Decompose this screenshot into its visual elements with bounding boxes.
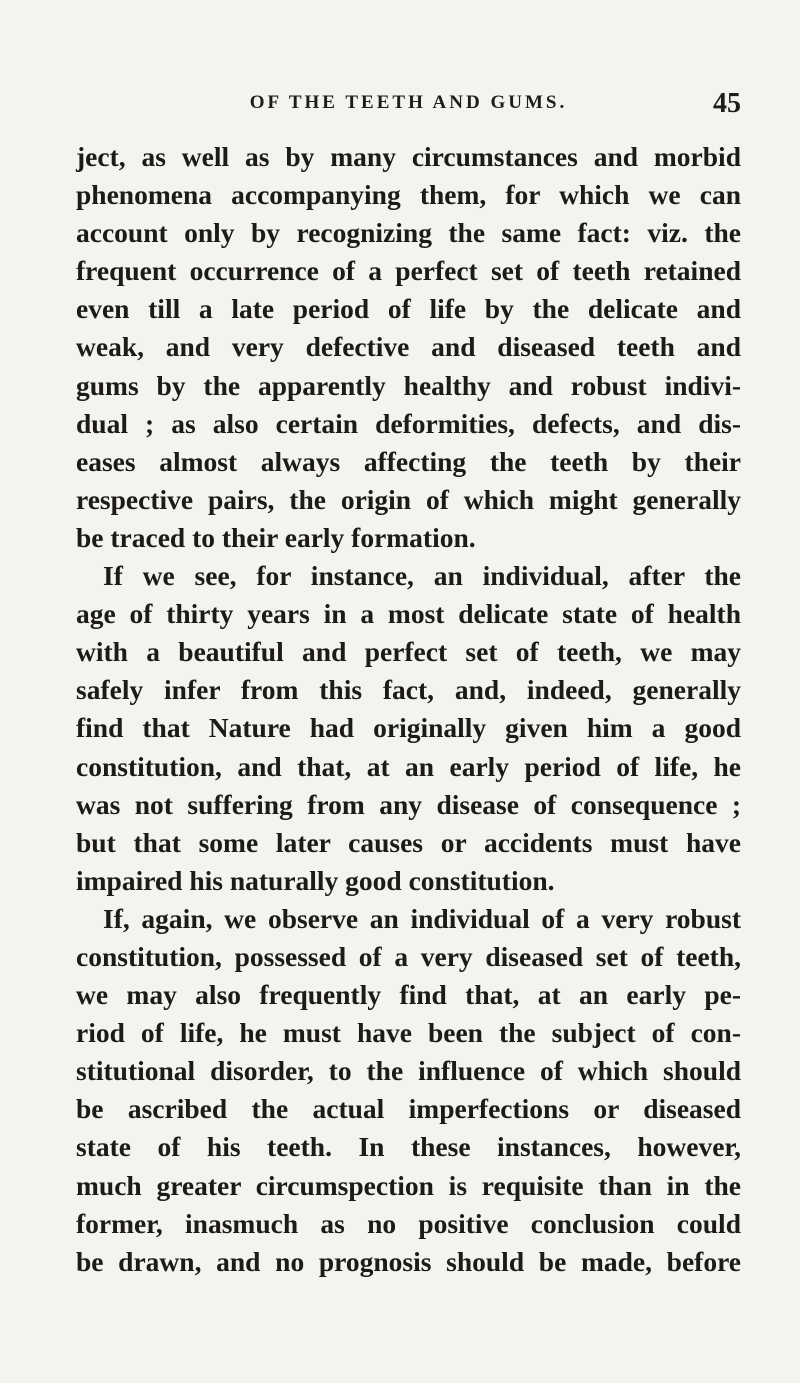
text-line: find that Nature had originally given him a good: [76, 712, 741, 744]
text-line: weak, and very defective and diseased teeth and: [76, 331, 741, 363]
text-line: If we see, for instance, an individual, after the: [103, 560, 741, 592]
text-line: constitution, possessed of a very diseased set of teeth,: [76, 940, 741, 972]
running-head: [76, 88, 741, 122]
text-line: much greater circumspection is requisite than in the: [76, 1169, 741, 1201]
text-line: riod of life, he must have been the subject of con-: [76, 1017, 741, 1049]
text-line: ject, as well as by many circumstances and morbid: [76, 141, 741, 172]
text-line: dual ; as also certain deformities, defects, and dis-: [76, 407, 741, 439]
text-line: impaired his naturally good constitution.: [76, 864, 555, 896]
text-line: frequent occurrence of a perfect set of teeth retained: [76, 255, 741, 287]
text-line: respective pairs, the origin of which might generally: [76, 483, 741, 515]
text-line: we may also frequently find that, at an early pe-: [76, 979, 741, 1011]
page-number: 45: [713, 88, 741, 119]
text-line: former, inasmuch as no positive conclusion could: [76, 1207, 741, 1239]
text-line: If, again, we observe an individual of a very robust: [103, 902, 741, 934]
text-line: was not suffering from any disease of consequence ;: [76, 788, 741, 820]
text-line: gums by the apparently healthy and robust indivi-: [76, 369, 741, 401]
text-line: with a beautiful and perfect set of teeth, we may: [76, 636, 741, 668]
text-line: be drawn, and no prognosis should be made, before: [76, 1245, 741, 1277]
text-line: safely infer from this fact, and, indeed, generally: [76, 674, 741, 706]
text-line: stitutional disorder, to the influence of which should: [76, 1055, 741, 1087]
text-line: state of his teeth. In these instances, however,: [76, 1131, 741, 1163]
text-line: constitution, and that, at an early period of life, he: [76, 750, 741, 782]
running-title: OF THE TEETH AND GUMS.: [249, 92, 568, 113]
text-line: be ascribed the actual imperfections or diseased: [76, 1093, 741, 1125]
text-line: but that some later causes or accidents must have: [76, 826, 741, 858]
text-line: phenomena accompanying them, for which we can: [76, 179, 741, 211]
body-text: [76, 138, 741, 1281]
text-line: eases almost always affecting the teeth by their: [76, 445, 741, 477]
text-line: even till a late period of life by the delicate and: [76, 293, 741, 325]
text-line: account only by recognizing the same fact: viz. the: [76, 217, 741, 249]
text-line: be traced to their early formation.: [76, 521, 476, 553]
text-line: age of thirty years in a most delicate state of health: [76, 598, 741, 630]
